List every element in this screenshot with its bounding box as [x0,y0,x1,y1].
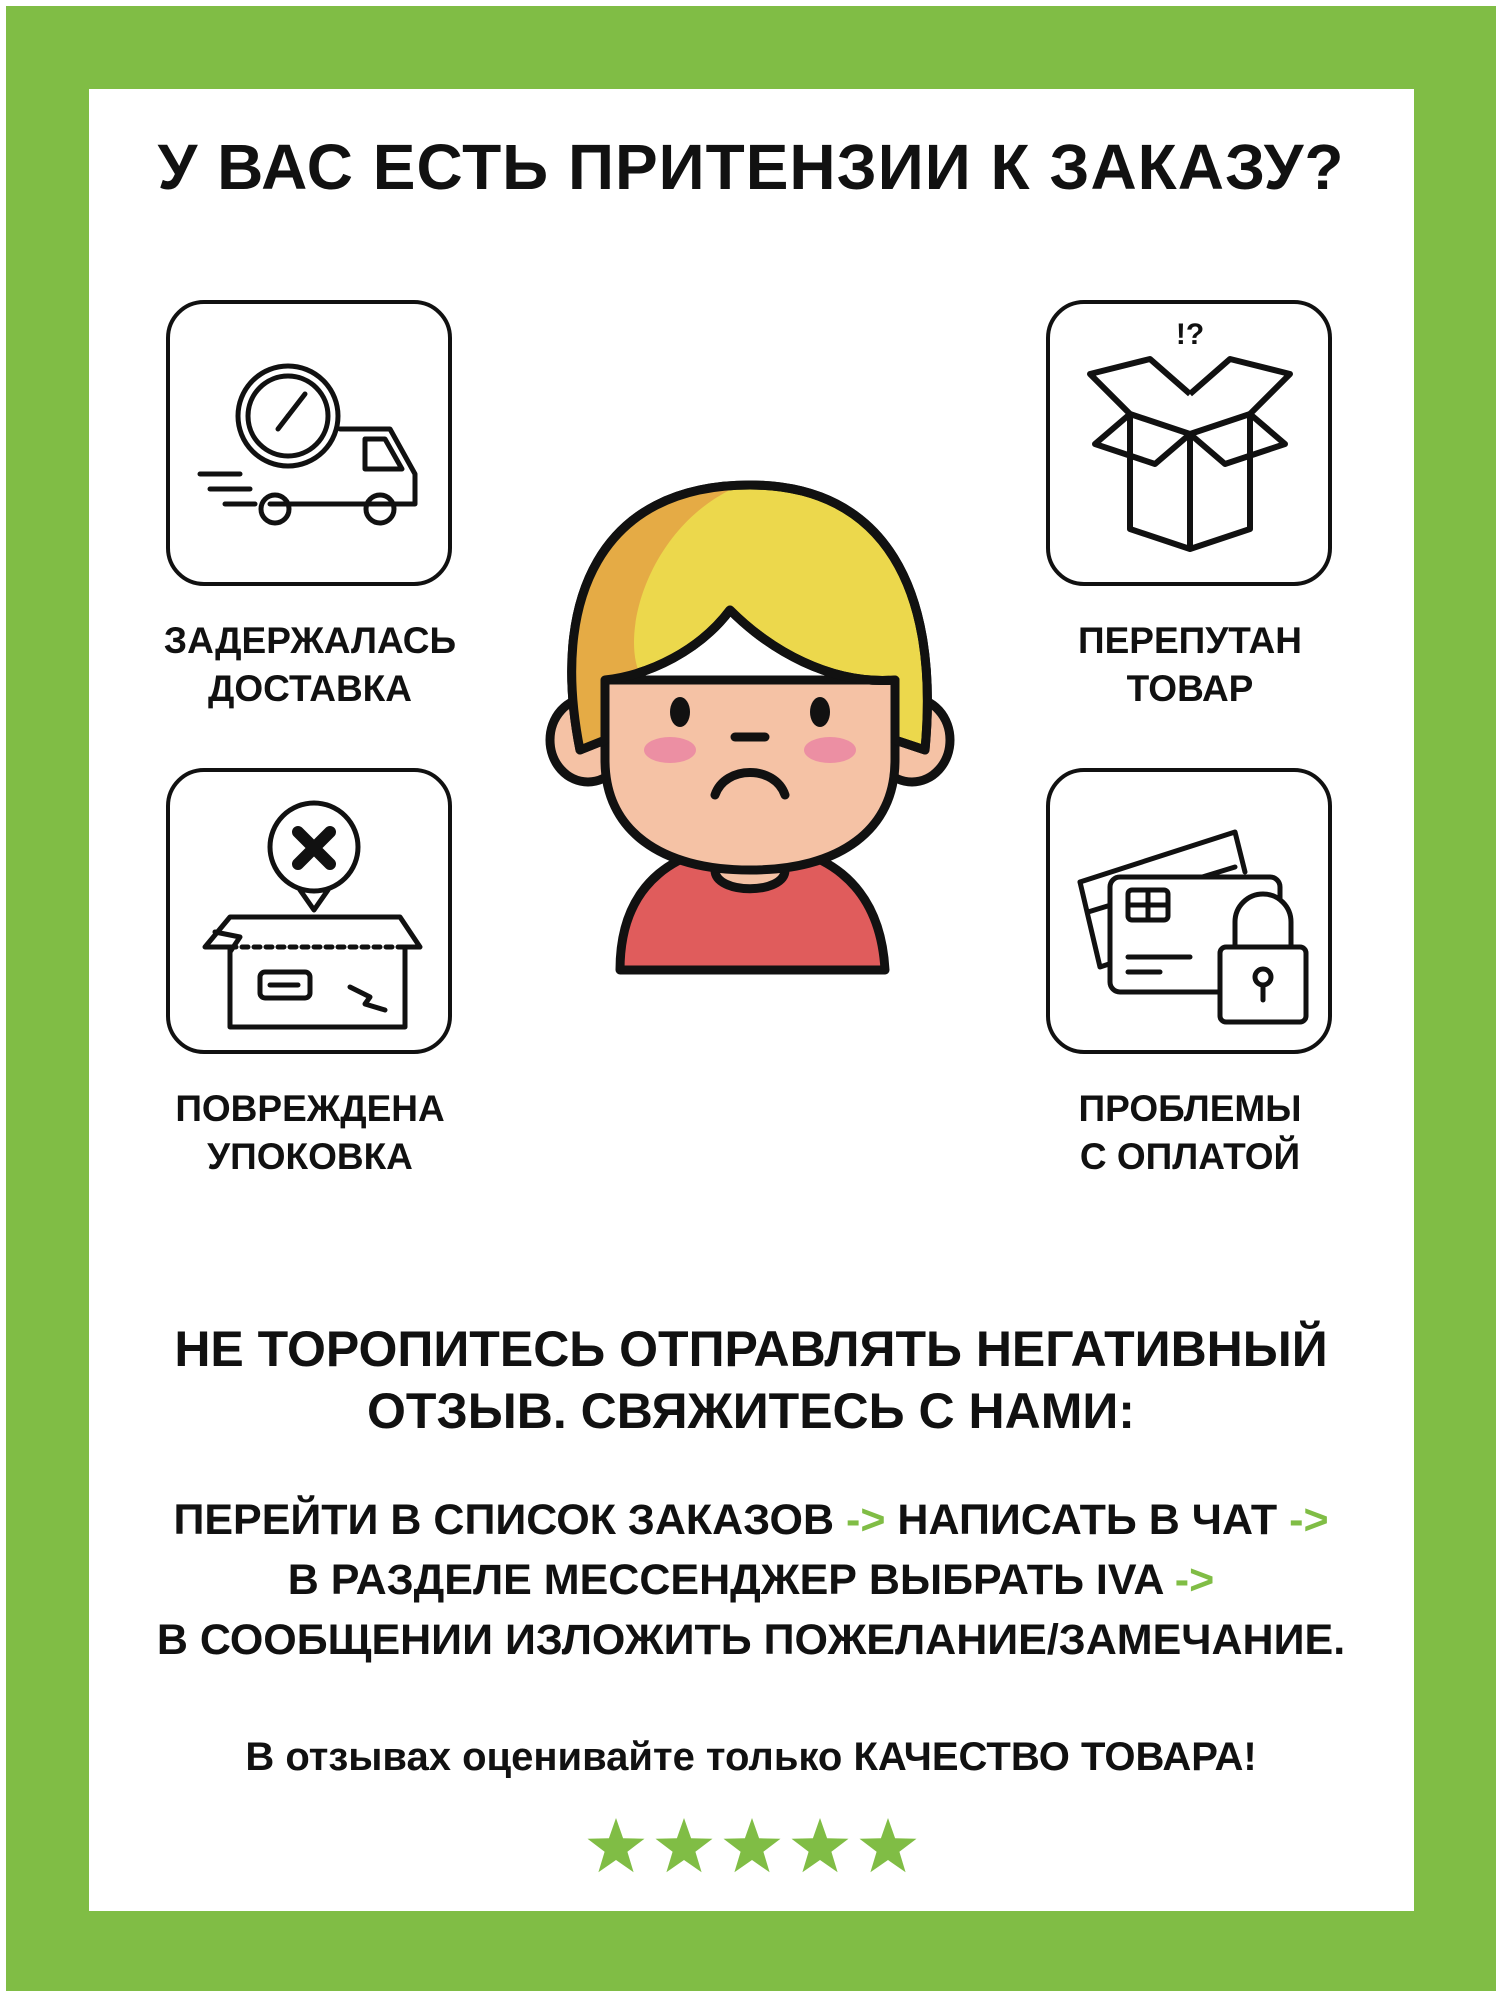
payment-problem-card [1046,768,1332,1054]
damaged-box-icon [170,772,448,1050]
damaged-package-card [166,768,452,1054]
issue-label-line2: ТОВАР [1126,668,1254,709]
issue-label-line1: ПРОБЛЕМЫ [1078,1088,1302,1129]
credit-card-lock-icon [1050,772,1328,1050]
star-icon [656,1818,713,1872]
poster-title: У ВАС ЕСТЬ ПРИТЕНЗИИ К ЗАКАЗУ? [157,131,1345,203]
issue-label-delivery [140,617,480,713]
issue-label-line2: УПОКОВКА [207,1136,413,1177]
issue-label-line1: ПЕРЕПУТАН [1078,620,1302,661]
review-note [0,1735,1502,1780]
review-note-emphasis: КАЧЕСТВО ТОВАРА! [853,1735,1257,1779]
sad-boy-illustration [540,450,960,990]
delivery-delay-card [166,300,452,586]
issue-label-damaged [140,1085,480,1181]
arrow-icon: -> [846,1496,886,1544]
arrow-icon: -> [1174,1556,1215,1604]
step-write-message: В СООБЩЕНИИ ИЗЛОЖИТЬ ПОЖЕЛАНИЕ/ЗАМЕЧАНИЕ. [156,1616,1346,1664]
contact-steps [0,1490,1502,1670]
open-box-question-icon [1050,304,1328,582]
steps-line2 [0,1550,1502,1610]
call-to-action-message [0,1318,1502,1442]
message-line2: ОТЗЫВ. СВЯЖИТЕСЬ С НАМИ: [367,1383,1135,1439]
step-go-to-orders: ПЕРЕЙТИ В СПИСОК ЗАКАЗОВ [173,1496,835,1544]
issue-label-line1: ЗАДЕРЖАЛАСЬ [163,620,457,661]
issue-label-wrong-item [1020,617,1360,713]
star-icon [724,1818,781,1872]
delivery-truck-clock-icon [170,304,448,582]
arrow-icon: -> [1289,1496,1329,1544]
steps-line1 [0,1490,1502,1550]
message-line1: НЕ ТОРОПИТЕСЬ ОТПРАВЛЯТЬ НЕГАТИВНЫЙ [174,1321,1328,1377]
step-choose-iva: В РАЗДЕЛЕ МЕССЕНДЖЕР ВЫБРАТЬ IVA [287,1556,1163,1604]
star-icon [792,1818,849,1872]
issue-label-payment [1020,1085,1360,1181]
issue-label-line2: С ОПЛАТОЙ [1079,1136,1301,1177]
svg-text:!?: !? [1175,318,1205,351]
issue-label-line2: ДОСТАВКА [208,668,412,709]
review-note-text: В отзывах оценивайте только [245,1735,854,1779]
step-write-chat: НАПИСАТЬ В ЧАТ [897,1496,1278,1544]
five-star-rating [582,1815,922,1879]
wrong-item-card [1046,300,1332,586]
issue-label-line1: ПОВРЕЖДЕНА [175,1088,445,1129]
star-icon [860,1818,917,1872]
star-icon [588,1818,645,1872]
